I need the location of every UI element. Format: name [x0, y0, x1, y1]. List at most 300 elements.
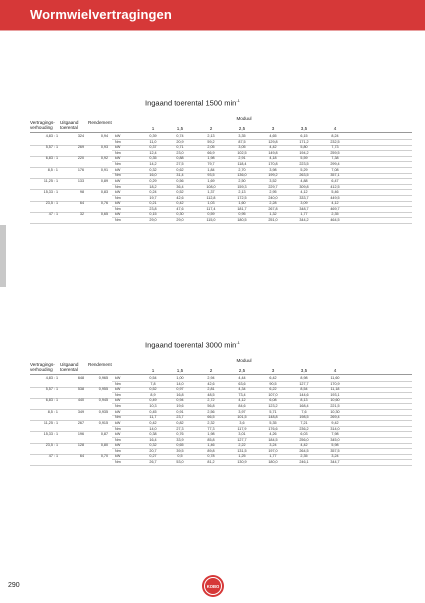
nm-value: 269,4	[330, 415, 340, 420]
nm-value: 232,5	[330, 139, 340, 144]
nm-value: 115,0	[206, 218, 216, 223]
nm-value: 264,5	[299, 449, 309, 453]
efficiency-cell: 0,955	[98, 387, 108, 392]
nm-value: 240,0	[268, 195, 278, 200]
output-cell: 538	[77, 387, 84, 392]
header-module-value: 1	[151, 368, 155, 373]
kw-value: 7,21	[300, 420, 308, 425]
header-module-value: 1,5	[176, 368, 184, 373]
kw-value: 8,13	[300, 398, 308, 403]
nm-value: 181,7	[237, 207, 247, 211]
nm-value: 33,9	[176, 437, 184, 442]
unit-kw: kW	[115, 190, 121, 194]
nm-value: 172,5	[237, 195, 247, 200]
kw-value: 2,28	[269, 201, 277, 206]
side-tab-marker	[0, 225, 6, 287]
kw-value: 2,70	[238, 167, 246, 172]
unit-nm: Nm	[115, 381, 121, 386]
kw-value: 1,69	[207, 178, 215, 183]
kw-value: 1,60	[238, 201, 246, 206]
nm-value: 117,9	[237, 426, 247, 431]
kw-value: 0,59	[207, 212, 215, 217]
section-title-sup: -1	[236, 98, 240, 103]
kw-value: 4,65	[269, 134, 277, 138]
efficiency-cell: 0,93	[100, 145, 108, 150]
kw-value: 2,32	[207, 420, 215, 425]
kw-value: 0,32	[149, 167, 157, 172]
kw-value: 3,97	[238, 409, 246, 414]
header-output: Uitgaand toerental	[60, 362, 79, 372]
nm-value: 93,5	[207, 173, 215, 178]
kw-value: 2,13	[238, 190, 246, 194]
output-cell: 440	[77, 398, 84, 403]
row-divider-inner	[112, 381, 412, 382]
nm-value: 27,3	[176, 426, 184, 431]
unit-nm: Nm	[115, 460, 121, 465]
kw-value: 10,30	[330, 409, 340, 414]
page-header	[0, 0, 425, 30]
nm-value: 19,6	[176, 404, 184, 409]
kw-value: 0,76	[176, 432, 184, 436]
header-ratio: Vertragings- verhouding	[30, 120, 55, 130]
header-efficiency: Rendement	[88, 362, 112, 367]
row-divider-inner	[112, 459, 412, 460]
header-module-value: 4	[333, 368, 337, 373]
nm-value: 29,0	[176, 218, 184, 223]
efficiency-cell: 0,915	[98, 420, 108, 425]
nm-value: 127,7	[299, 381, 309, 386]
header-module: Moduul	[236, 358, 252, 363]
row-divider	[30, 145, 412, 146]
nm-value: 11,0	[149, 139, 157, 144]
header-module-value: 3	[271, 368, 275, 373]
kw-value: 2,22	[238, 443, 246, 448]
nm-value: 56,8	[207, 404, 215, 409]
nm-value: 170,8	[268, 162, 278, 167]
kw-value: 4,34	[238, 387, 246, 392]
kw-value: 1,37	[207, 190, 215, 194]
ratio-cell: 5,57 : 1	[45, 145, 58, 150]
kw-value: 8,54	[300, 387, 308, 392]
nm-value: 31,4	[176, 173, 184, 178]
output-cell: 196	[77, 432, 84, 436]
unit-kw: kW	[115, 387, 121, 392]
nm-value: 81,2	[207, 460, 215, 465]
kw-value: 0,91	[176, 409, 184, 414]
unit-kw: kW	[115, 432, 121, 436]
header-output: Uitgaand toerental	[60, 120, 79, 130]
kw-value: 1,03	[207, 201, 215, 206]
row-divider-inner	[112, 437, 412, 438]
row-divider	[30, 167, 412, 168]
kw-value: 0,42	[149, 420, 157, 425]
kw-value: 2,72	[207, 398, 215, 403]
nm-value: 345,0	[330, 437, 340, 442]
kw-value: 5,29	[300, 167, 308, 172]
kw-value: 3,98	[269, 167, 277, 172]
nm-value: 10,3	[149, 404, 157, 409]
nm-value: 449,5	[330, 195, 340, 200]
kw-value: 0,15	[149, 212, 157, 217]
header-module-value: 2,5	[238, 126, 246, 131]
row-divider	[30, 409, 412, 410]
kw-value: 0,27	[149, 454, 157, 459]
output-cell: 128	[77, 443, 84, 448]
nm-value: 14,0	[149, 426, 157, 431]
nm-value: 344,7	[330, 460, 340, 465]
kw-value: 0,88	[176, 156, 184, 161]
kw-value: 0,5	[177, 454, 183, 459]
nm-value: 90,5	[269, 381, 277, 386]
row-divider-inner	[112, 415, 412, 416]
nm-value: 299,4	[330, 162, 340, 167]
nm-value: 19,7	[149, 195, 157, 200]
unit-nm: Nm	[115, 184, 121, 189]
efficiency-cell: 0,91	[100, 167, 108, 172]
efficiency-cell: 0,89	[100, 178, 108, 183]
row-divider-inner	[112, 184, 412, 185]
nm-value: 118,4	[237, 162, 247, 167]
kw-value: 0,56	[176, 178, 184, 183]
unit-kw: kW	[115, 376, 121, 380]
nm-value: 73,4	[238, 393, 246, 397]
kw-value: 3,24	[331, 454, 339, 459]
row-divider-inner	[112, 392, 412, 393]
nm-value: 344,2	[299, 218, 309, 223]
nm-value: 144,6	[299, 393, 309, 397]
output-cell: 648	[77, 376, 84, 380]
kw-value: 2,94	[207, 376, 215, 380]
kw-value: 5,71	[269, 409, 277, 414]
kw-value: 1,98	[207, 156, 215, 161]
row-divider-inner	[112, 217, 412, 218]
nm-value: 259,5	[330, 151, 340, 155]
nm-value: 246,1	[299, 460, 309, 465]
header-divider	[30, 132, 412, 133]
kw-value: 5,59	[300, 156, 308, 161]
kw-value: 2,05	[207, 145, 215, 150]
efficiency-cell: 0,76	[100, 201, 108, 206]
nm-value: 149,8	[268, 151, 278, 155]
ratio-cell: 23,5 : 1	[45, 443, 58, 448]
kw-value: 7,08	[331, 167, 339, 172]
nm-value: 87,5	[238, 139, 246, 144]
ratio-cell: 11,25 : 1	[43, 178, 58, 183]
header-module: Moduul	[236, 116, 252, 121]
nm-value: 357,1	[330, 173, 340, 178]
nm-value: 7,8	[150, 381, 156, 386]
nm-value: 193,1	[330, 393, 340, 397]
kw-value: 4,42	[300, 443, 308, 448]
unit-nm: Nm	[115, 195, 121, 200]
kw-value: 1,46	[207, 443, 215, 448]
nm-value: 48,5	[207, 393, 215, 397]
efficiency-cell: 0,94	[100, 134, 108, 138]
nm-value: 27,5	[176, 162, 184, 167]
nm-value: 333,7	[299, 195, 309, 200]
nm-value: 12,4	[149, 151, 157, 155]
ratio-cell: 15,33 : 1	[43, 432, 58, 436]
row-divider-inner	[112, 426, 412, 427]
nm-value: 39,5	[176, 449, 184, 453]
row-divider	[30, 443, 412, 444]
ratio-cell: 4,83 : 1	[45, 134, 58, 138]
unit-nm: Nm	[115, 415, 121, 420]
nm-value: 66,9	[207, 151, 215, 155]
nm-value: 8,9	[150, 393, 156, 397]
nm-value: 464,5	[330, 218, 340, 223]
kobo-logo	[202, 575, 224, 597]
efficiency-cell: 0,80	[100, 443, 108, 448]
kw-value: 1,98	[207, 432, 215, 436]
kw-value: 7,38	[331, 156, 339, 161]
logo-inner: KOBO	[204, 577, 222, 595]
header-divider	[0, 30, 425, 31]
nm-value: 194,2	[299, 151, 309, 155]
kw-value: 0,39	[149, 134, 157, 138]
kw-value: 4,18	[269, 156, 277, 161]
nm-value: 16,0	[149, 173, 157, 178]
efficiency-cell: 0,70	[100, 454, 108, 459]
kw-value: 0,74	[176, 134, 184, 138]
header-ratio: Vertragings- verhouding	[30, 362, 55, 372]
kw-value: 3,01	[238, 432, 246, 436]
kw-value: 5,80	[300, 145, 308, 150]
ratio-cell: 11,25 : 1	[43, 420, 58, 425]
kw-value: 0,42	[176, 201, 184, 206]
kw-value: 2,81	[207, 387, 215, 392]
efficiency-cell: 0,945	[98, 398, 108, 403]
nm-value: 85,8	[207, 437, 215, 442]
nm-value: 29,0	[149, 218, 157, 223]
kw-value: 9,42	[331, 420, 339, 425]
output-cell: 133	[77, 178, 84, 183]
unit-kw: kW	[115, 167, 121, 172]
nm-value: 171,2	[299, 139, 309, 144]
kw-value: 3,05	[238, 145, 246, 150]
nm-value: 127,7	[237, 437, 247, 442]
kw-value: 0,78	[207, 454, 215, 459]
header-module-value: 4	[333, 126, 337, 131]
kw-value: 8,24	[331, 134, 339, 138]
nm-value: 53,0	[176, 460, 184, 465]
kw-value: 2,91	[238, 156, 246, 161]
nm-value: 136,0	[237, 173, 247, 178]
kw-value: 4,12	[300, 190, 308, 194]
row-divider	[30, 189, 412, 190]
nm-value: 170,9	[330, 381, 340, 386]
kw-value: 2,50	[238, 178, 246, 183]
kw-value: 3,6	[239, 420, 245, 425]
output-cell: 64	[79, 201, 84, 206]
nm-value: 102,5	[237, 151, 247, 155]
kw-value: 1,32	[269, 212, 277, 217]
kw-value: 4,42	[269, 145, 277, 150]
ratio-cell: 6,83 : 1	[45, 156, 58, 161]
ratio-cell: 6,83 : 1	[45, 398, 58, 403]
nm-value: 130,9	[237, 460, 247, 465]
nm-value: 42,6	[207, 381, 215, 386]
nm-value: 176,6	[268, 426, 278, 431]
nm-value: 221,5	[330, 404, 340, 409]
kw-value: 1,77	[300, 212, 308, 217]
kw-value: 6,42	[269, 376, 277, 380]
nm-value: 18,2	[149, 184, 157, 189]
nm-value: 36,4	[176, 184, 184, 189]
nm-value: 112,8	[206, 195, 216, 200]
nm-value: 107,0	[268, 393, 278, 397]
nm-value: 20,7	[149, 449, 157, 453]
unit-nm: Nm	[115, 426, 121, 431]
nm-value: 251,0	[268, 218, 278, 223]
header-module-value: 2	[209, 368, 213, 373]
row-divider-inner	[112, 139, 412, 140]
kw-value: 0,24	[149, 190, 157, 194]
kw-value: 5,35	[269, 420, 277, 425]
page-title: Wormwielvertragingen	[30, 7, 172, 22]
kw-value: 2,56	[207, 409, 215, 414]
ratio-cell: 5,57 : 1	[45, 387, 58, 392]
unit-kw: kW	[115, 454, 121, 459]
unit-nm: Nm	[115, 449, 121, 453]
nm-value: 131,5	[237, 449, 247, 453]
unit-kw: kW	[115, 134, 121, 138]
kw-value: 3,24	[269, 443, 277, 448]
unit-kw: kW	[115, 156, 121, 161]
unit-kw: kW	[115, 409, 121, 414]
efficiency-cell: 0,935	[98, 409, 108, 414]
kw-value: 3,09	[300, 201, 308, 206]
kw-value: 1,84	[207, 167, 215, 172]
row-divider-inner	[112, 173, 412, 174]
output-cell: 267	[77, 420, 84, 425]
unit-kw: kW	[115, 443, 121, 448]
kw-value: 0,35	[149, 156, 157, 161]
output-cell: 64	[79, 454, 84, 459]
unit-nm: Nm	[115, 173, 121, 178]
kw-value: 0,82	[176, 420, 184, 425]
kw-value: 1,25	[238, 454, 246, 459]
header-module-value: 3,5	[300, 368, 308, 373]
unit-nm: Nm	[115, 207, 121, 211]
nm-value: 63,6	[238, 381, 246, 386]
nm-value: 348,7	[299, 207, 309, 211]
row-divider-inner	[112, 150, 412, 151]
section-title-sup: -1	[236, 340, 240, 345]
nm-value: 14,0	[176, 381, 184, 386]
kw-value: 7,6	[301, 409, 307, 414]
nm-value: 101,5	[237, 415, 247, 420]
kw-value: 0,71	[176, 145, 184, 150]
unit-nm: Nm	[115, 139, 121, 144]
nm-value: 123,2	[268, 404, 278, 409]
kw-value: 5,98	[331, 443, 339, 448]
nm-value: 47,6	[176, 207, 184, 211]
nm-value: 89,8	[207, 449, 215, 453]
kw-value: 10,60	[330, 398, 340, 403]
efficiency-cell: 0,87	[100, 432, 108, 436]
kw-value: 0,45	[149, 409, 157, 414]
row-divider	[30, 465, 412, 466]
output-cell: 32	[79, 212, 84, 217]
unit-kw: kW	[115, 145, 121, 150]
nm-value: 198,5	[299, 415, 309, 420]
kw-value: 0,49	[149, 398, 157, 403]
nm-value: 412,5	[330, 184, 340, 189]
kw-value: 0,54	[149, 376, 157, 380]
nm-value: 357,5	[330, 449, 340, 453]
kw-value: 0,30	[176, 212, 184, 217]
unit-kw: kW	[115, 398, 121, 403]
output-cell: 324	[77, 134, 84, 138]
nm-value: 84,6	[238, 404, 246, 409]
nm-value: 309,8	[299, 184, 309, 189]
row-divider	[30, 454, 412, 455]
nm-value: 16,8	[176, 393, 184, 397]
nm-value: 14,2	[149, 162, 157, 167]
unit-nm: Nm	[115, 162, 121, 167]
kw-value: 0,65	[176, 443, 184, 448]
nm-value: 79,7	[207, 162, 215, 167]
kw-value: 4,12	[331, 201, 339, 206]
nm-value: 168,4	[299, 404, 309, 409]
output-cell: 98	[79, 190, 84, 194]
nm-value: 236,2	[299, 426, 309, 431]
unit-kw: kW	[115, 178, 121, 183]
kw-value: 2,35	[331, 212, 339, 217]
row-divider-inner	[112, 161, 412, 162]
row-divider-inner	[112, 195, 412, 196]
kw-value: 0,62	[176, 167, 184, 172]
row-divider-inner	[112, 448, 412, 449]
row-divider	[30, 431, 412, 432]
section-title-text: Ingaand toerental 3000 min	[145, 340, 237, 350]
row-divider	[30, 178, 412, 179]
header-module-value: 1,5	[176, 126, 184, 131]
kw-value: 0,97	[176, 387, 184, 392]
row-divider	[30, 156, 412, 157]
ratio-cell: 8,5 : 1	[47, 409, 58, 414]
header-module-value: 2,5	[238, 368, 246, 373]
kw-value: 7,73	[331, 145, 339, 150]
kw-value: 8,98	[300, 376, 308, 380]
unit-kw: kW	[115, 201, 121, 206]
nm-value: 469,7	[330, 207, 340, 211]
unit-nm: Nm	[115, 393, 121, 397]
section-title-text: Ingaand toerental 1500 min	[145, 98, 237, 108]
nm-value: 26,7	[149, 460, 157, 465]
efficiency-cell: 0,65	[100, 212, 108, 217]
kw-value: 11,60	[330, 376, 340, 380]
kw-value: 2,13	[207, 134, 215, 138]
unit-kw: kW	[115, 420, 121, 425]
kw-value: 5,46	[331, 190, 339, 194]
section-title	[145, 98, 240, 108]
efficiency-cell: 0,965	[98, 376, 108, 380]
nm-value: 117,4	[206, 207, 216, 211]
page-number: 290	[8, 582, 20, 589]
kw-value: 4,44	[238, 376, 246, 380]
unit-nm: Nm	[115, 218, 121, 223]
nm-value: 197,0	[268, 449, 278, 453]
ratio-cell: 23,5 : 1	[45, 201, 58, 206]
nm-value: 267,8	[268, 207, 278, 211]
ratio-cell: 8,5 : 1	[47, 167, 58, 172]
nm-value: 23,0	[176, 151, 184, 155]
kw-value: 2,95	[269, 190, 277, 194]
kw-value: 6,47	[331, 178, 339, 183]
nm-value: 229,7	[268, 184, 278, 189]
